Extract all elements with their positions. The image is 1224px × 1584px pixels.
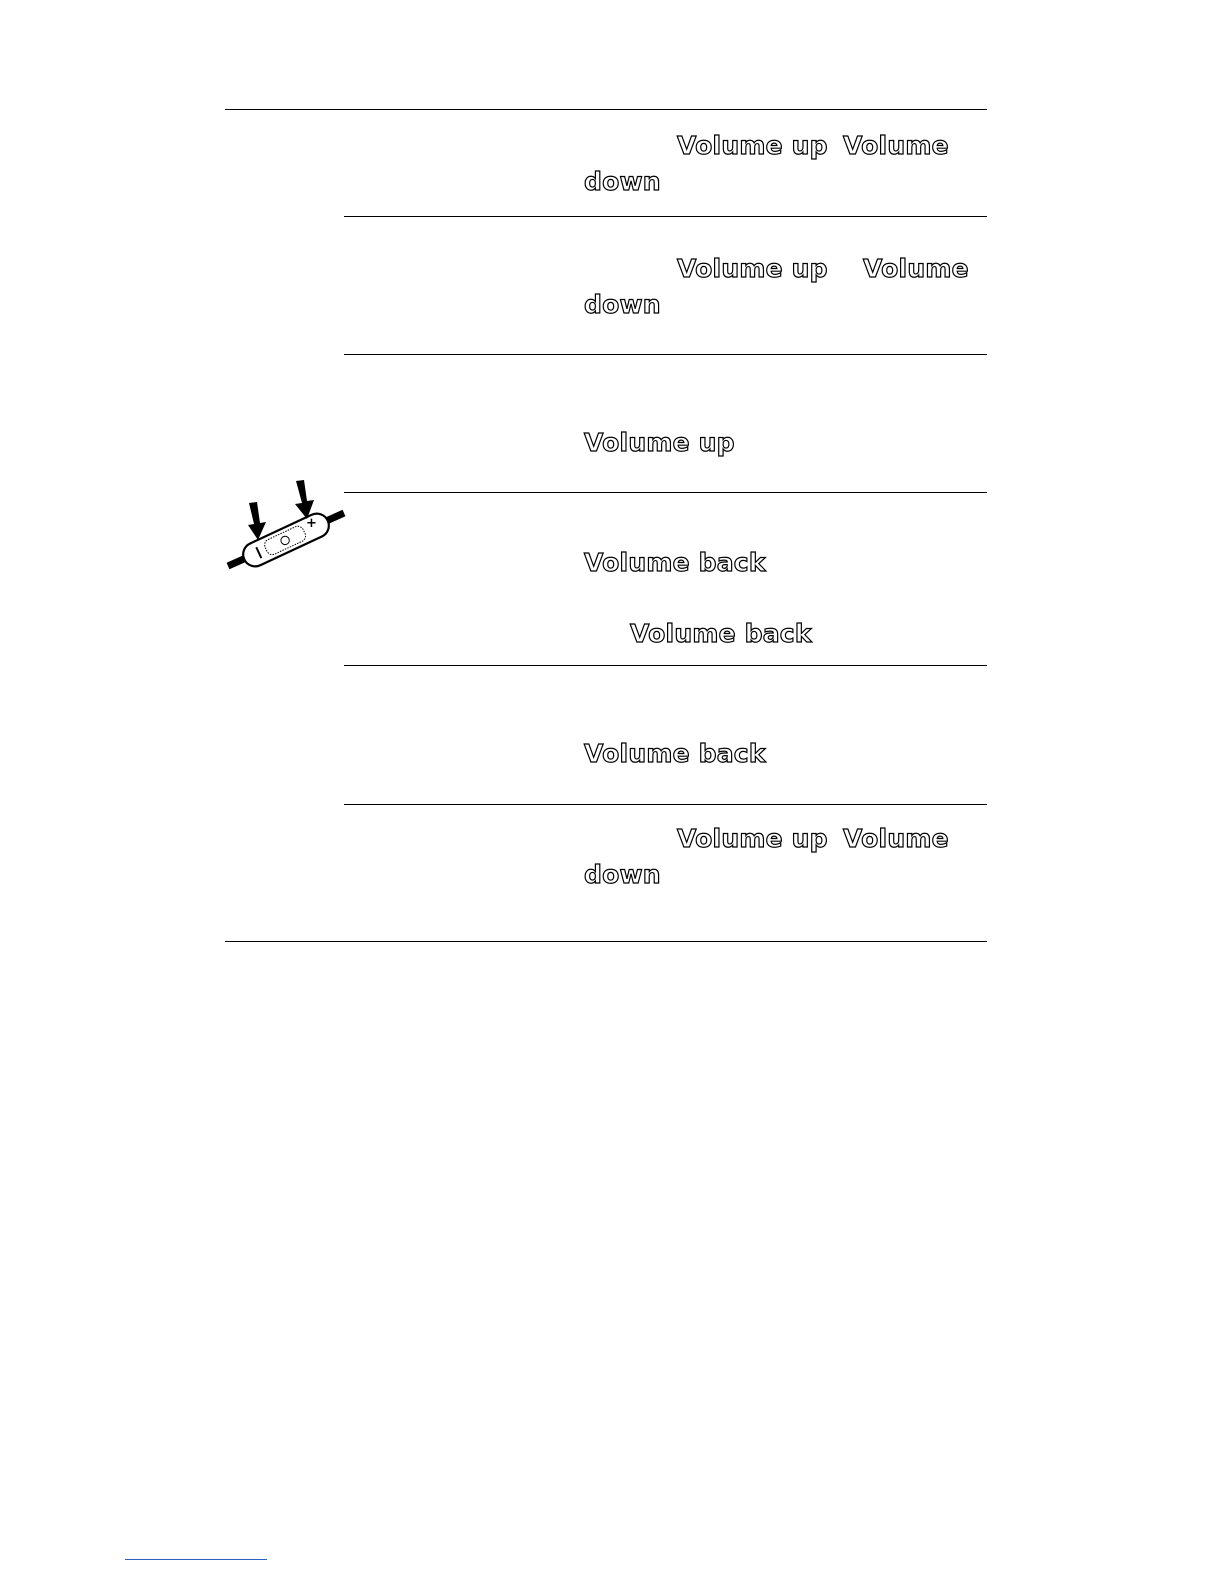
row-divider [344, 492, 987, 493]
row-divider [344, 216, 987, 217]
volume-up-term: Volume up [584, 428, 735, 457]
plus-label: + [306, 516, 317, 531]
volume-back-term: Volume back [584, 739, 766, 768]
volume-term: Volume [863, 254, 969, 283]
row-divider [344, 354, 987, 355]
arrow-down-icon [248, 502, 266, 540]
table-bottom-rule [225, 941, 987, 942]
arrow-down-icon [295, 480, 314, 519]
volume-back-term: Volume back [630, 619, 812, 648]
volume-up-term: Volume up [677, 824, 828, 853]
row-divider [344, 665, 987, 666]
volume-back-term: Volume back [584, 548, 766, 577]
footnote-separator [125, 1559, 267, 1560]
down-term: down [584, 167, 661, 196]
volume-up-term: Volume up [677, 131, 828, 160]
down-term: down [584, 290, 661, 319]
volume-term: Volume [843, 824, 949, 853]
volume-term: Volume [843, 131, 949, 160]
table-top-rule [225, 109, 987, 110]
down-term: down [584, 860, 661, 889]
row-divider [344, 804, 987, 805]
remote-control-volume-buttons-icon [226, 478, 346, 573]
volume-up-term: Volume up [677, 254, 828, 283]
